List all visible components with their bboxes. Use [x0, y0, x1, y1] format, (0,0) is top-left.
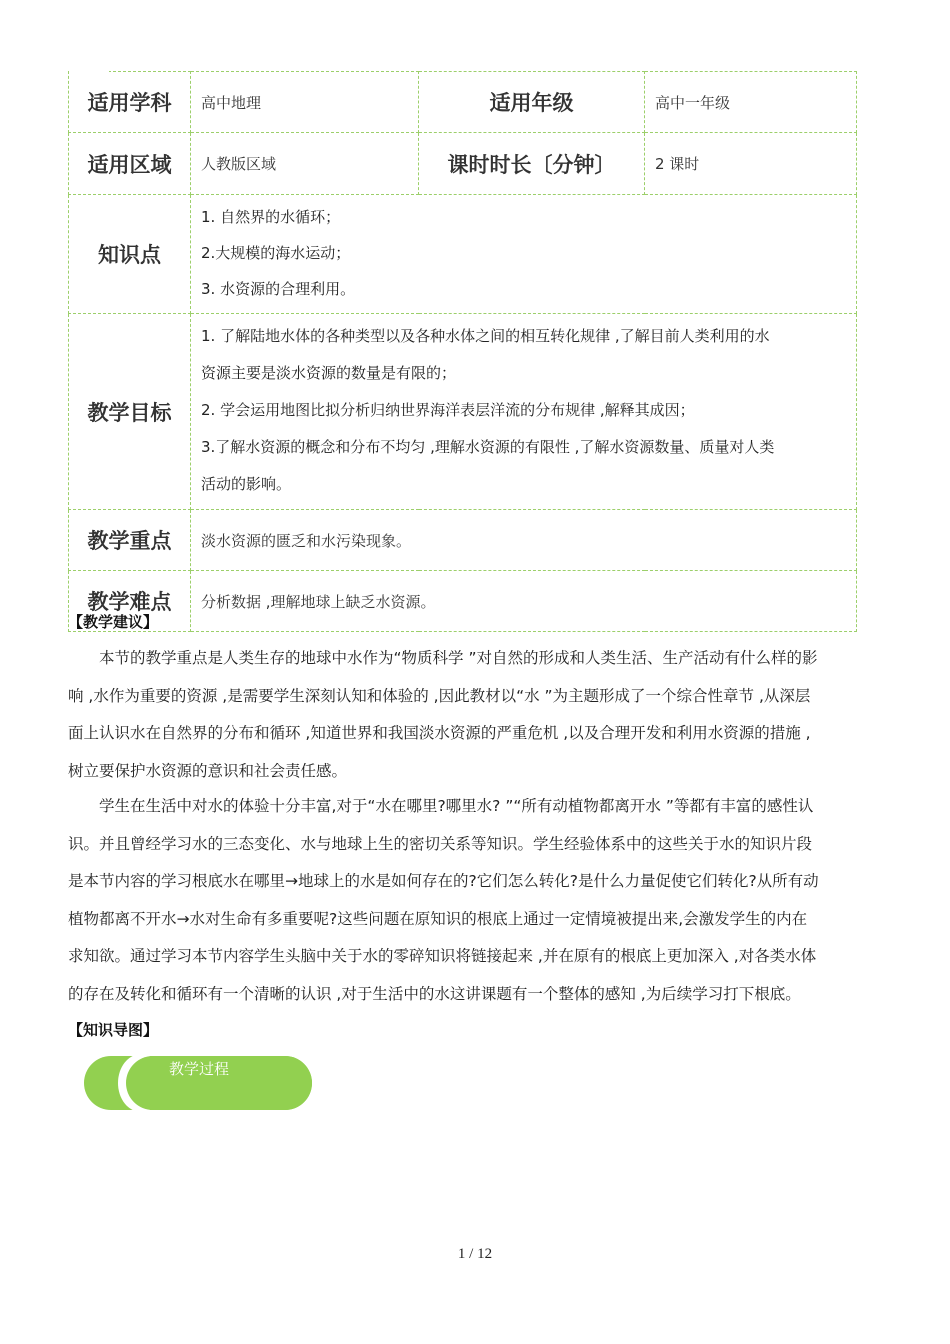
- objective-label: 教学目标: [69, 314, 191, 510]
- paragraph-line: 识。并且曾经学习水的三态变化、水与地球上生的密切关系等知识。学生经验体系中的这些关于水的知识片段: [68, 834, 813, 853]
- objective-line: 2. 学会运用地图比拟分析归纳世界海洋表层洋流的分布规律 ,解释其成因；: [201, 401, 695, 419]
- table-row: [69, 571, 857, 632]
- difficulty-label: 教学难点: [69, 571, 191, 632]
- mindmap-heading: 【知识导图】: [68, 1021, 159, 1039]
- objective-line: 活动的影响。: [201, 475, 292, 493]
- knowledge-label: 知识点: [69, 195, 191, 314]
- mindmap-node-label: 教学过程: [168, 1060, 229, 1078]
- subject-value: 高中地理: [191, 72, 419, 133]
- subject-label-cell: [69, 72, 191, 133]
- subject-label: 适用学科: [87, 91, 172, 115]
- suggestion-paragraph-2: [68, 788, 882, 1013]
- focus-label: 教学重点: [69, 510, 191, 571]
- paragraph-line: 响 ,水作为重要的资源 ,是需要学生深刻认知和体验的 ,因此教材以“水 ”为主题形成了一个综合性章节 ,从深层: [68, 686, 811, 705]
- knowledge-item: 2.大规模的海水运动；: [201, 244, 351, 262]
- objective-list: [191, 314, 857, 510]
- paragraph-line: 植物都离不开水→水对生命有多重要呢?这些问题在原知识的根底上通过一定情境被提出来,会激发学生的内在: [68, 909, 808, 928]
- paragraph-line: 面上认识水在自然界的分布和循环 ,知道世界和我国淡水资源的严重危机 ,以及合理开发和利用水资源的措施 ,: [68, 724, 811, 742]
- suggestion-heading: 【教学建议】: [68, 613, 159, 631]
- table-row: [69, 195, 857, 314]
- paragraph-line: 求知欲。通过学习本节内容学生头脑中关于水的零碎知识将链接起来 ,并在原有的根底上更加深入 ,对各类水体: [68, 947, 817, 965]
- suggestion-paragraph-1: [68, 640, 882, 790]
- page-indicator: 1 / 12: [457, 1246, 493, 1262]
- table-row: [69, 72, 857, 133]
- objective-line: 3.了解水资源的概念和分布不均匀 ,理解水资源的有限性 ,了解水资源数量、质量对人类: [201, 438, 775, 456]
- grade-value: 高中一年级: [645, 72, 857, 133]
- knowledge-item: 3. 水资源的合理利用。: [201, 280, 356, 298]
- paragraph-line: 学生在生活中对水的体验十分丰富,对于“水在哪里?哪里水? ”“所有动植物都离开水 ”等都有丰富的感性认: [99, 797, 814, 815]
- lesson-info-table: [68, 71, 857, 632]
- objective-line: 1. 了解陆地水体的各种类型以及各种水体之间的相互转化规律 ,了解目前人类利用的水: [201, 327, 770, 345]
- knowledge-item: 1. 自然界的水循环；: [201, 208, 341, 226]
- table-row: [69, 510, 857, 571]
- focus-value: 淡水资源的匮乏和水污染现象。: [191, 510, 857, 571]
- paragraph-line: 本节的教学重点是人类生存的地球中水作为“物质科学 ”对自然的形成和人类生活、生产活动有什么样的影: [99, 649, 818, 667]
- difficulty-value: 分析数据 ,理解地球上缺乏水资源。: [191, 571, 857, 632]
- paragraph-line: 是本节内容的学习根底水在哪里→地球上的水是如何存在的?它们怎么转化?是什么力量促使它们转化?从所有动: [68, 872, 819, 890]
- table-row: [69, 133, 857, 195]
- duration-value: 2 课时: [645, 133, 857, 195]
- table-row: [69, 314, 857, 510]
- paragraph-line: 的存在及转化和循环有一个清晰的认识 ,对于生活中的水这讲课题有一个整体的感知 ,为后续学习打下根底。: [68, 984, 801, 1003]
- paragraph-line: 树立要保护水资源的意识和社会责任感。: [68, 761, 348, 780]
- region-value: 人教版区域: [191, 133, 419, 195]
- grade-label: 适用年级: [419, 72, 645, 133]
- duration-label: 课时时长〔分钟〕: [419, 133, 645, 195]
- knowledge-list: [191, 195, 857, 314]
- region-label: 适用区域: [69, 133, 191, 195]
- objective-line: 资源主要是淡水资源的数量是有限的；: [201, 364, 457, 382]
